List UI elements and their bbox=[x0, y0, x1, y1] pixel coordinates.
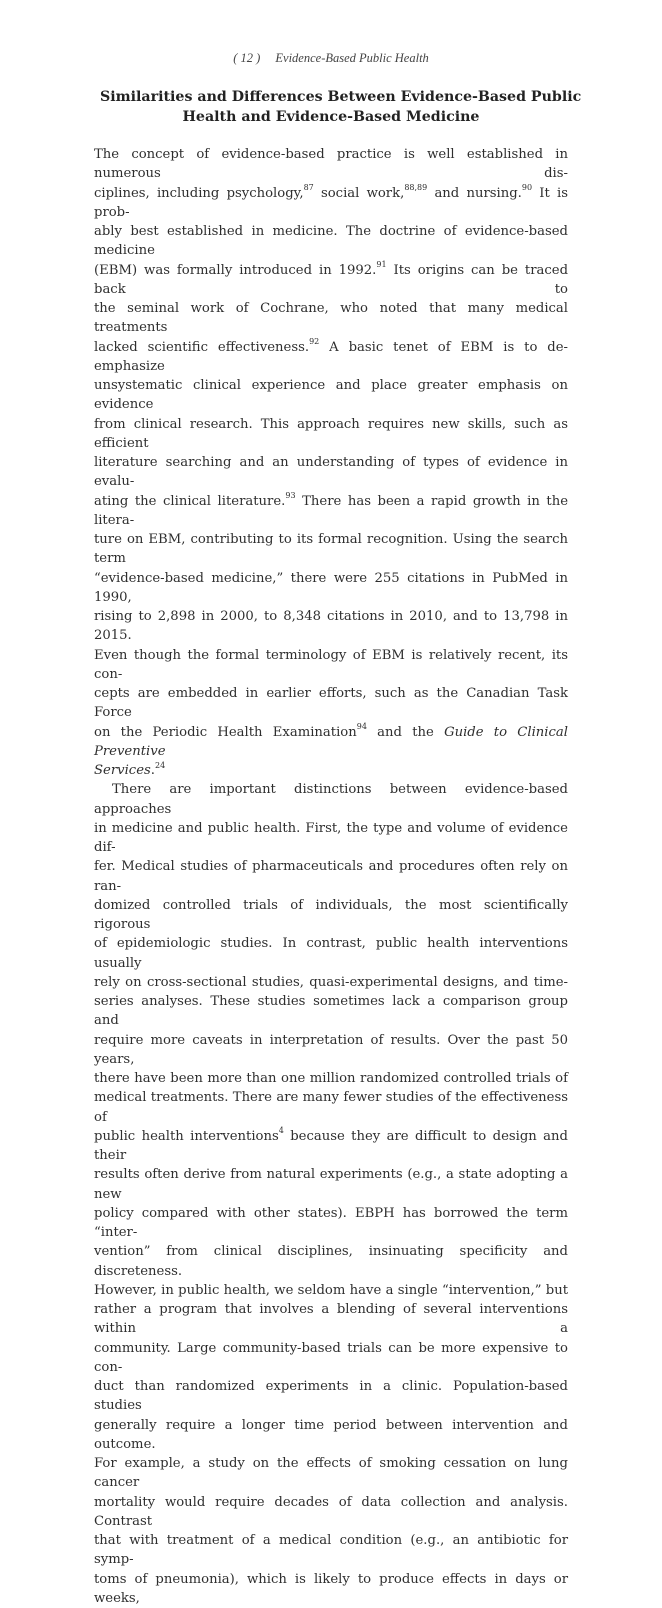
text-line: literature searching and an understanding of types of evidence in evalu- bbox=[94, 453, 568, 492]
text-line: of epidemiologic studies. In contrast, public health interventions usually bbox=[94, 934, 568, 973]
heading-line: Health and Evidence-Based Medicine bbox=[100, 107, 562, 127]
citation: 4 bbox=[279, 1126, 284, 1135]
text-line: mortality would require decades of data collection and analysis. Contrast bbox=[94, 1493, 568, 1532]
text-line: results often derive from natural experiments (e.g., a state adopting a new bbox=[94, 1165, 568, 1204]
text-line: ture on EBM, contributing to its formal recognition. Using the search term bbox=[94, 530, 568, 569]
text-line: lacked scientific effectiveness.$^{92}$ A basic tenet of EBM is to de-emphasize bbox=[94, 338, 568, 377]
text-line: There are important distinctions between evidence-based approaches bbox=[94, 780, 568, 819]
text-line: on the Periodic Health Examination$^{94}$ and the Guide to Clinical Preventive bbox=[94, 723, 568, 762]
text-line: ciplines, including psychology,$^{87}$ social work,$^{88,89}$ and nursing.$^{90}$ It is prob- bbox=[94, 184, 568, 223]
text-line: policy compared with other states). EBPH has borrowed the term “inter- bbox=[94, 1204, 568, 1243]
text-line: unsystematic clinical experience and place greater emphasis on evidence bbox=[94, 376, 568, 415]
text-line: cepts are embedded in earlier efforts, such as the Canadian Task Force bbox=[94, 684, 568, 723]
text-line: ating the clinical literature.$^{93}$ There has been a rapid growth in the litera- bbox=[94, 492, 568, 531]
citation: 90 bbox=[522, 183, 532, 192]
text-line: domized controlled trials of individuals, the most scientifically rigorous bbox=[94, 896, 568, 935]
page-number: ( 12 ) bbox=[233, 51, 260, 65]
text-line: However, in public health, we seldom have a single “intervention,” but bbox=[94, 1281, 568, 1300]
text-line: (EBM) was formally introduced in 1992.91 Its origins can be traced back to bbox=[94, 261, 568, 300]
text-line: from clinical research. This approach requires new skills, such as efficient bbox=[94, 415, 568, 454]
text-line: For example, a study on the effects of smoking cessation on lung cancer bbox=[94, 1454, 568, 1493]
text-line: series analyses. These studies sometimes lack a comparison group and bbox=[94, 992, 568, 1031]
text-line: there have been more than one million randomized controlled trials of bbox=[94, 1069, 568, 1088]
text-line: duct than randomized experiments in a clinic. Population-based studies bbox=[94, 1377, 568, 1416]
text-line: generally require a longer time period between intervention and outcome. bbox=[94, 1416, 568, 1455]
text-line: toms of pneumonia), which is likely to produce effects in days or weeks, bbox=[94, 1570, 568, 1608]
text-line: medical treatments. There are many fewer studies of the effectiveness of bbox=[94, 1088, 568, 1127]
citation: 24 bbox=[155, 761, 165, 770]
body-text bbox=[94, 145, 568, 1608]
text-line: ably best established in medicine. The doctrine of evidence-based medicine bbox=[94, 222, 568, 261]
text-line: rising to 2,898 in 2000, to 8,348 citations in 2010, and to 13,798 in 2015. bbox=[94, 607, 568, 646]
citation: 93 bbox=[285, 491, 295, 500]
citation: 88,89 bbox=[404, 183, 427, 192]
book-title: Evidence-Based Public Health bbox=[275, 51, 428, 65]
citation: 92 bbox=[309, 337, 319, 346]
text-line: “evidence-based medicine,” there were 255 citations in PubMed in 1990, bbox=[94, 569, 568, 608]
citation: 87 bbox=[304, 183, 314, 192]
section-heading bbox=[100, 87, 562, 127]
text-line: that with treatment of a medical condition (e.g., an antibiotic for symp- bbox=[94, 1531, 568, 1570]
paragraph-2 bbox=[94, 780, 568, 1608]
text-line: Services.$^{24}$ bbox=[94, 761, 568, 780]
text-line: rather a program that involves a blending of several interventions within a bbox=[94, 1300, 568, 1339]
citation: 94 bbox=[357, 722, 367, 731]
paragraph-1 bbox=[94, 145, 568, 780]
text-line: rely on cross-sectional studies, quasi-experimental designs, and time- bbox=[94, 973, 568, 992]
citation: 91 bbox=[376, 260, 386, 269]
heading-line: Similarities and Differences Between Evidence-Based Public bbox=[100, 87, 562, 107]
text-line: community. Large community-based trials can be more expensive to con- bbox=[94, 1339, 568, 1378]
text-line: Even though the formal terminology of EBM is relatively recent, its con- bbox=[94, 646, 568, 685]
running-head bbox=[0, 51, 662, 66]
text-line: The concept of evidence-based practice is well established in numerous dis- bbox=[94, 145, 568, 184]
text-line: the seminal work of Cochrane, who noted that many medical treatments bbox=[94, 299, 568, 338]
text-line: fer. Medical studies of pharmaceuticals and procedures often rely on ran- bbox=[94, 857, 568, 896]
text-line: public health interventions$^4$ because they are difficult to design and their bbox=[94, 1127, 568, 1166]
text-line: require more caveats in interpretation of results. Over the past 50 years, bbox=[94, 1031, 568, 1070]
text-line: in medicine and public health. First, the type and volume of evidence dif- bbox=[94, 819, 568, 858]
text-line: vention” from clinical disciplines, insinuating specificity and discreteness. bbox=[94, 1242, 568, 1281]
